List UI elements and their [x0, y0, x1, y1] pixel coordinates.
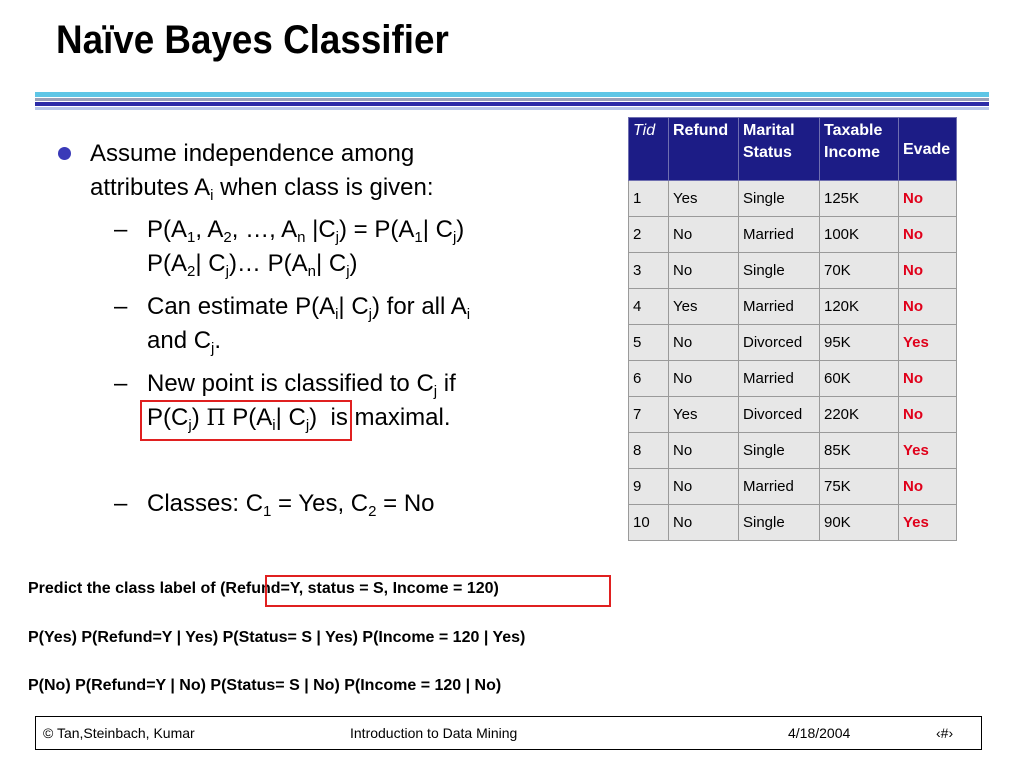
cell-refund: No — [669, 433, 739, 469]
sub-bullet-2-line2: and $C_j$. — [147, 327, 222, 357]
header-marital-status: Marital Status — [739, 118, 820, 181]
sub-bullet-1-line2: $P(A_2|$ $C_j)\dots$ $P(A_n|$ $C_j$) — [147, 250, 358, 280]
footer-page-number: ‹#› — [936, 725, 954, 741]
cell-marital-status: Married — [739, 217, 820, 253]
title-rule-gray — [35, 98, 989, 101]
cell-marital-status: Single — [739, 505, 820, 541]
table-row — [629, 433, 957, 469]
predict-prefix: Predict the class label of — [28, 580, 221, 597]
cell-marital-status: Married — [739, 469, 820, 505]
main-bullet-line2: attributes $A_i$ when class is given: — [90, 174, 434, 204]
cell-refund: Yes — [669, 289, 739, 325]
predict-highlight-box — [265, 575, 611, 607]
cell-evade: No — [899, 361, 957, 397]
table-body — [629, 181, 957, 541]
cell-taxable-income: 75K — [820, 469, 899, 505]
table-row — [629, 397, 957, 433]
cell-tid: 7 — [629, 397, 669, 433]
cell-taxable-income: 125K — [820, 181, 899, 217]
cell-tid: 10 — [629, 505, 669, 541]
product-symbol: Π — [206, 406, 226, 431]
cell-tid: 8 — [629, 433, 669, 469]
table-row — [629, 253, 957, 289]
table-row — [629, 325, 957, 361]
cell-marital-status: Divorced — [739, 325, 820, 361]
cell-taxable-income: 220K — [820, 397, 899, 433]
cell-refund: No — [669, 361, 739, 397]
cell-marital-status: Single — [739, 253, 820, 289]
cell-taxable-income: 70K — [820, 253, 899, 289]
cell-taxable-income: 90K — [820, 505, 899, 541]
dash-4: – — [114, 490, 128, 517]
cell-evade: No — [899, 397, 957, 433]
predict-record: (Refund=Y, status = S, Income = 120) — [220, 580, 499, 597]
cell-evade: No — [899, 217, 957, 253]
slide-title: Naïve Bayes Classifier — [56, 18, 449, 62]
header-taxable-income: Taxable Income — [820, 118, 899, 181]
sub-bullet-2 — [147, 290, 470, 358]
table-row — [629, 289, 957, 325]
title-rule-cyan — [35, 92, 989, 97]
sub-bullet-3-line1: New point is classified to $C_j$ if — [147, 370, 456, 400]
dash-2: – — [114, 293, 128, 320]
footer-copyright: © Tan,Steinbach, Kumar — [43, 725, 195, 741]
cell-tid: 3 — [629, 253, 669, 289]
cell-tid: 4 — [629, 289, 669, 325]
cell-marital-status: Single — [739, 433, 820, 469]
bullet-dot-icon — [58, 147, 71, 160]
cell-refund: Yes — [669, 397, 739, 433]
training-data-table — [628, 117, 957, 541]
cell-tid: 6 — [629, 361, 669, 397]
cell-refund: No — [669, 217, 739, 253]
cell-refund: No — [669, 505, 739, 541]
main-bullet-text — [90, 137, 434, 205]
cell-refund: No — [669, 469, 739, 505]
cell-tid: 1 — [629, 181, 669, 217]
header-refund: Refund — [669, 118, 739, 181]
title-rule-blue — [35, 102, 989, 106]
dash-1: – — [114, 216, 128, 243]
footer-course: Introduction to Data Mining — [350, 725, 518, 741]
cell-evade: No — [899, 289, 957, 325]
cell-taxable-income: 60K — [820, 361, 899, 397]
cell-refund: Yes — [669, 181, 739, 217]
formula-highlight-box — [140, 400, 352, 441]
cell-taxable-income: 100K — [820, 217, 899, 253]
table-row — [629, 217, 957, 253]
sub-bullet-1 — [147, 213, 464, 281]
cell-taxable-income: 120K — [820, 289, 899, 325]
table-row — [629, 469, 957, 505]
cell-marital-status: Married — [739, 289, 820, 325]
table-header-row — [629, 118, 957, 181]
cell-tid: 9 — [629, 469, 669, 505]
cell-refund: No — [669, 253, 739, 289]
cell-evade: Yes — [899, 325, 957, 361]
cell-taxable-income: 85K — [820, 433, 899, 469]
dash-3: – — [114, 370, 128, 397]
cell-marital-status: Divorced — [739, 397, 820, 433]
title-rule-lightblue — [35, 107, 989, 110]
cell-taxable-income: 95K — [820, 325, 899, 361]
table-row — [629, 361, 957, 397]
cell-marital-status: Single — [739, 181, 820, 217]
header-evade: Evade — [899, 118, 957, 181]
main-bullet-line1: Assume independence among — [90, 140, 415, 167]
table-row — [629, 181, 957, 217]
cell-evade: Yes — [899, 505, 957, 541]
cell-evade: No — [899, 181, 957, 217]
p-no-line: P(No) P(Refund=Y | No) P(Status= S | No) P(Income = 120 | No) — [28, 677, 502, 694]
cell-evade: No — [899, 253, 957, 289]
cell-refund: No — [669, 325, 739, 361]
sub-bullet-4: Classes: $C_1$ = Yes, $C_2 = No$ — [147, 490, 435, 520]
cell-tid: 5 — [629, 325, 669, 361]
cell-evade: Yes — [899, 433, 957, 469]
cell-marital-status: Married — [739, 361, 820, 397]
cell-evade: No — [899, 469, 957, 505]
footer-date: 4/18/2004 — [788, 725, 851, 741]
header-tid: Tid — [629, 118, 669, 181]
sub-bullet-1-line1: $P(A_1$, $A_2$, …, $A_n$ $|C_j) = P(A_1|$ $C_j$) — [147, 216, 465, 246]
slide-footer — [35, 716, 982, 750]
p-yes-line: P(Yes) P(Refund=Y | Yes) P(Status= S | Yes) P(Income = 120 | Yes) — [28, 629, 526, 646]
table-row — [629, 505, 957, 541]
sub-bullet-2-line1: Can estimate $P(A_i|$ $C_j$) for all $A_i$ — [147, 293, 471, 323]
sub-bullet-3-line2: $P(C_j)$ Π $P(A_i|$ $C_j$) is maximal. — [147, 404, 451, 434]
data-table — [628, 117, 957, 541]
cell-tid: 2 — [629, 217, 669, 253]
